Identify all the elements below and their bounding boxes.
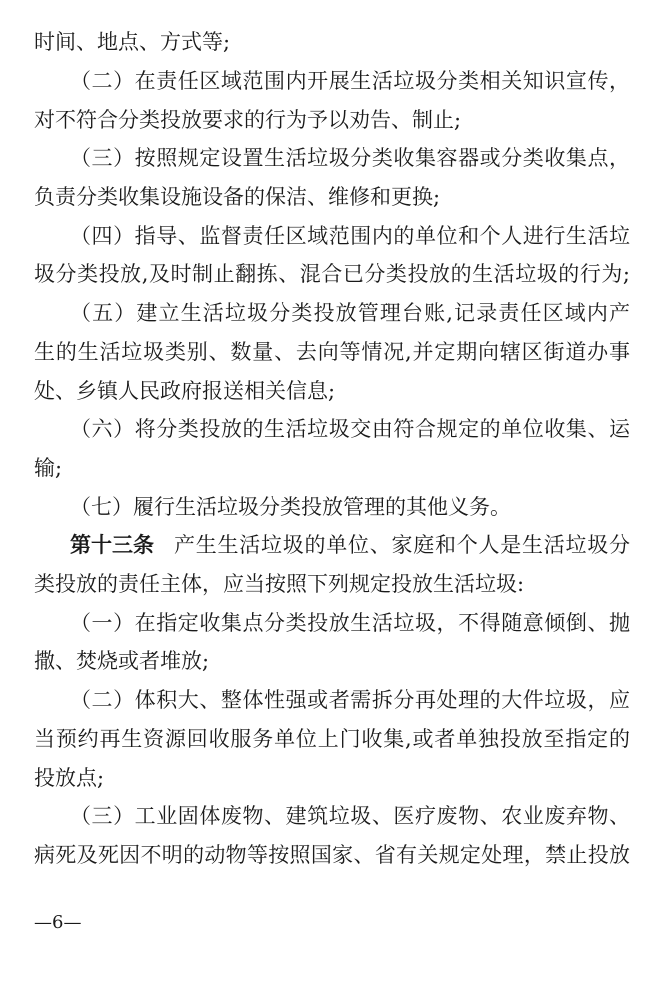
line-text: （三）工业固体废物、建筑垃圾、医疗废物、农业废弃物、 xyxy=(70,804,630,828)
text-line xyxy=(70,66,630,96)
text-line xyxy=(34,569,630,599)
text-line xyxy=(70,801,630,831)
line-text: （二）在责任区域范围内开展生活垃圾分类相关知识宣传， xyxy=(70,69,630,93)
line-text: （三）按照规定设置生活垃圾分类收集容器或分类收集点， xyxy=(70,146,630,170)
line-text: （六）将分类投放的生活垃圾交由符合规定的单位收集、运 xyxy=(70,417,630,441)
text-line xyxy=(70,685,630,715)
line-text: 类投放的责任主体，应当按照下列规定投放生活垃圾: xyxy=(34,572,525,596)
line-text: 处、乡镇人民政府报送相关信息; xyxy=(34,379,336,403)
line-text: 圾分类投放,及时制止翻拣、混合已分类投放的生活垃圾的行为; xyxy=(34,262,630,286)
line-text: 输; xyxy=(34,456,63,480)
line-text: 生的生活垃圾类别、数量、去向等情况,并定期向辖区街道办事 xyxy=(34,340,630,364)
text-line xyxy=(34,453,630,483)
line-text: （一）在指定收集点分类投放生活垃圾，不得随意倾倒、抛 xyxy=(70,611,630,635)
line-text: 撒、焚烧或者堆放; xyxy=(34,649,210,673)
text-line xyxy=(70,608,630,638)
text-line xyxy=(34,105,630,135)
text-line xyxy=(34,646,630,676)
text-line xyxy=(34,840,630,870)
article-heading: 第十三条 xyxy=(70,533,154,557)
text-line xyxy=(70,492,630,522)
text-line xyxy=(34,724,630,754)
line-text: （四）指导、监督责任区域范围内的单位和个人进行生活垃 xyxy=(70,224,630,248)
line-text: 对不符合分类投放要求的行为予以劝告、制止; xyxy=(34,108,462,132)
line-text: （七）履行生活垃圾分类投放管理的其他义务。 xyxy=(70,495,511,519)
line-text: 时间、地点、方式等; xyxy=(34,30,231,54)
text-line xyxy=(70,221,630,251)
line-text: （五）建立生活垃圾分类投放管理台账,记录责任区域内产 xyxy=(70,301,630,325)
text-line xyxy=(34,182,630,212)
text-line xyxy=(70,414,630,444)
text-line xyxy=(70,143,630,173)
text-line xyxy=(34,763,630,793)
line-text: 产生生活垃圾的单位、家庭和个人是生活垃圾分 xyxy=(174,533,630,557)
page-number: —6— xyxy=(34,912,82,933)
line-text: （二）体积大、整体性强或者需拆分再处理的大件垃圾，应 xyxy=(70,688,630,712)
line-text: 当预约再生资源回收服务单位上门收集,或者单独投放至指定的 xyxy=(34,727,630,751)
text-line xyxy=(34,27,630,57)
text-line xyxy=(34,376,630,406)
text-line xyxy=(34,337,630,367)
article-heading-line xyxy=(70,530,630,560)
line-text: 负责分类收集设施设备的保洁、维修和更换; xyxy=(34,185,441,209)
text-line xyxy=(70,298,630,328)
line-text: 病死及死因不明的动物等按照国家、省有关规定处理，禁止投放 xyxy=(34,843,630,867)
line-text: 投放点; xyxy=(34,766,105,790)
text-line xyxy=(34,259,630,289)
